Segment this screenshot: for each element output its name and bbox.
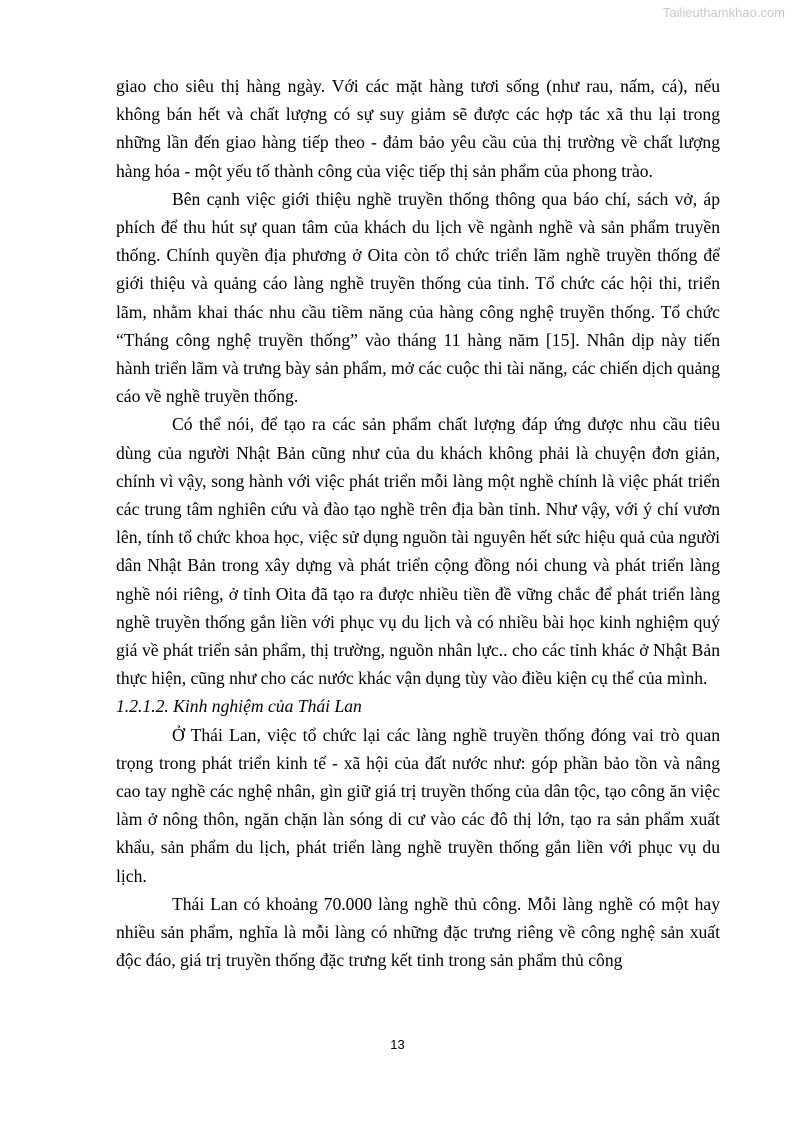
paragraph: Bên cạnh việc giới thiệu nghề truyền thống thông qua báo chí, sách vở, áp phích để thu hút sự quan tâm của khách du lịch về ngành nghề và sản phẩm truyền thống. Chính quyền địa phương ở Oita còn tổ chức triển lãm nghề truyền thống để giới thiệu và quảng cáo làng nghề truyền thống của tỉnh. Tổ chức các hội thi, triển lãm, nhằm khai thác nhu cầu tiềm năng của hàng công nghệ truyền thống. Tổ chức “Tháng công nghệ truyền thống” vào tháng 11 hàng năm [15]. Nhân dịp này tiến hành triển lãm và trưng bày sản phẩm, mở các cuộc thi tài năng, các chiến dịch quảng cáo về nghề truyền thống.	[116, 188, 720, 407]
page-number: 13	[390, 1037, 405, 1052]
section-heading: 1.2.1.2. Kinh nghiệm của Thái Lan	[116, 696, 362, 717]
paragraph: Ở Thái Lan, việc tổ chức lại các làng nghề truyền thống đóng vai trò quan trọng trong phát triển kinh tế - xã hội của đất nước như: góp phần bảo tồn và nâng cao tay nghề các nghệ nhân, gìn giữ giá trị truyền thống của dân tộc, tạo công ăn việc làm ở nông thôn, ngăn chặn làn sóng di cư vào các đô thị lớn, tạo ra sản phẩm xuất khẩu, sản phẩm du lịch, phát triển làng nghề truyền thống gắn liền với phục vụ du lịch.	[116, 724, 720, 886]
document-body	[116, 72, 720, 975]
paragraph: giao cho siêu thị hàng ngày. Với các mặt hàng tươi sống (như rau, nấm, cá), nếu không bán hết và chất lượng có sự suy giảm sẽ được các hợp tác xã thu lại trong những lần đến giao hàng tiếp theo - đảm bảo yêu cầu của thị trường về chất lượng hàng hóa - một yếu tố thành công của việc tiếp thị sản phẩm của phong trào.	[116, 76, 720, 181]
watermark: Tailieuthamkhao.com	[662, 5, 785, 20]
paragraph: Có thể nói, để tạo ra các sản phẩm chất lượng đáp ứng được nhu cầu tiêu dùng của người Nhật Bản cũng như của du khách không phải là chuyện đơn giản, chính vì vậy, song hành với việc phát triển mỗi làng một nghề chính là việc phát triển các trung tâm nghiên cứu và đào tạo nghề trên địa bàn tỉnh. Như vậy, với ý chí vươn lên, tính tổ chức khoa học, việc sử dụng nguồn tài nguyên hết sức hiệu quả của người dân Nhật Bản trong xây dựng và phát triển cộng đồng nói chung và phát triển làng nghề nói riêng, ở tỉnh Oita đã tạo ra được nhiều tiền đề vững chắc để phát triển làng nghề truyền thống gắn liền với phục vụ du lịch và có nhiều bài học kinh nghiệm quý giá về phát triển sản phẩm, thị trường, nguồn nhân lực.. cho các tỉnh khác ở Nhật Bản thực hiện, cũng như cho các nước khác vận dụng tùy vào điều kiện cụ thể của mình.	[116, 414, 720, 689]
paragraph: Thái Lan có khoảng 70.000 làng nghề thủ công. Mỗi làng nghề có một hay nhiều sản phẩm, nghĩa là mỗi làng có những đặc trưng riêng về công nghệ sản xuất độc đáo, giá trị truyền thống đặc trưng kết tinh trong sản phẩm thủ công	[116, 893, 720, 971]
